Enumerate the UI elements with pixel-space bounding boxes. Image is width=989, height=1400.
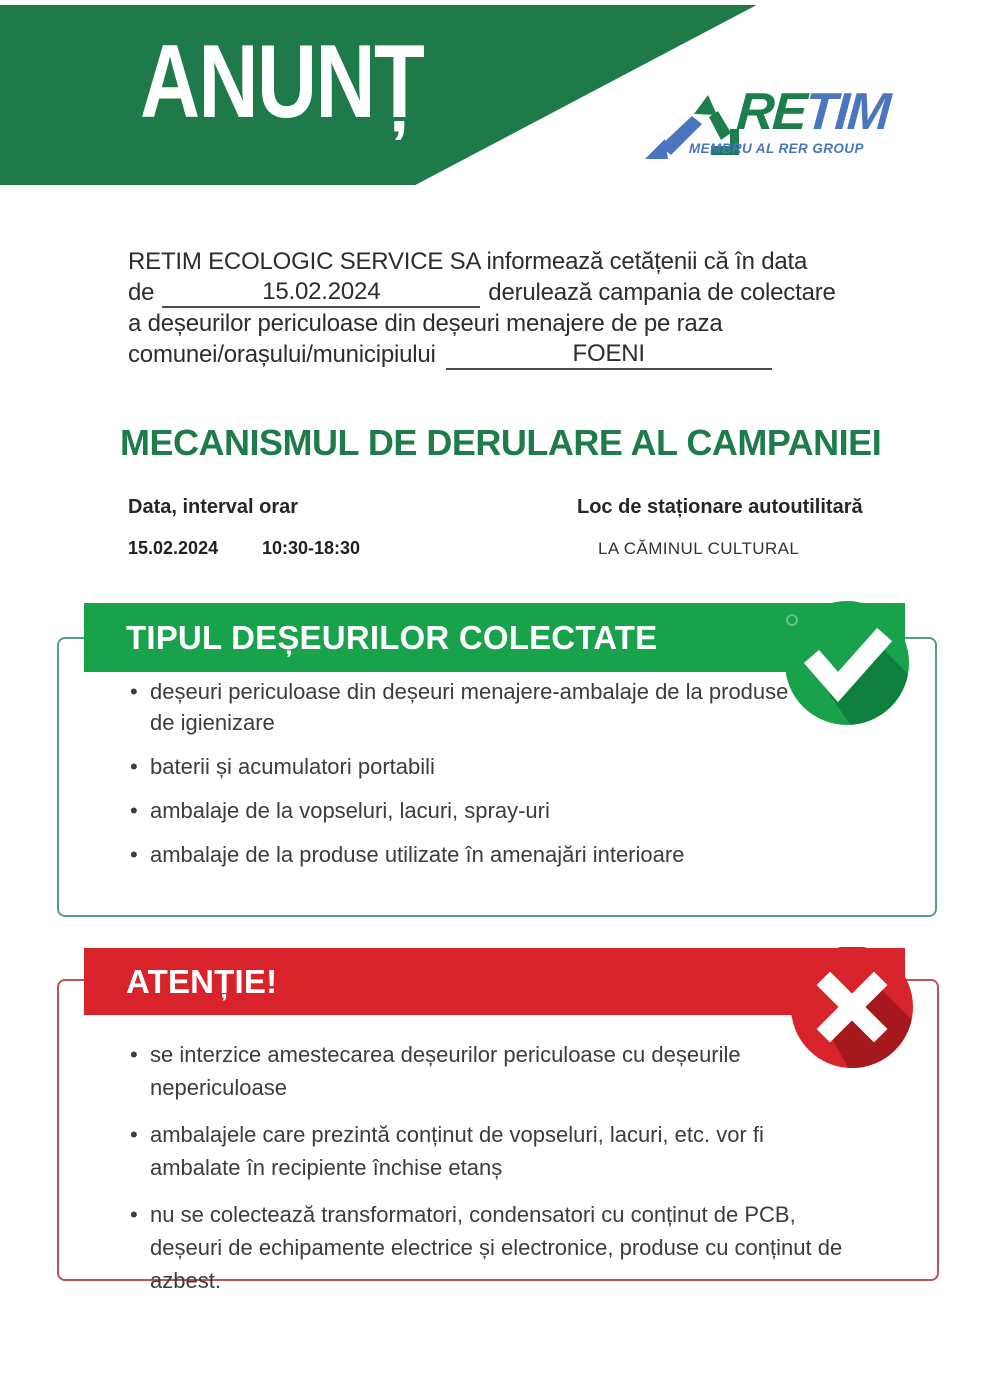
mechanism-heading: MECANISMUL DE DERULARE AL CAMPANIEI bbox=[120, 422, 882, 463]
brand-re: RE bbox=[734, 83, 808, 141]
intro-paragraph bbox=[128, 246, 888, 370]
page-title: ANUNȚ bbox=[140, 24, 424, 140]
intro-line1: RETIM ECOLOGIC SERVICE SA informează cetățenii că în data bbox=[128, 248, 808, 275]
logo-tagline: MEMBRU AL RER GROUP bbox=[689, 141, 864, 156]
attention-banner-label: ATENȚIE! bbox=[126, 962, 278, 1000]
intro-line3: a deșeurilor periculoase din deșeuri menajere de pe raza bbox=[128, 310, 723, 337]
date-interval-label: Data, interval orar bbox=[128, 496, 299, 518]
retim-logo bbox=[645, 83, 905, 168]
date-blank: 15.02.2024 bbox=[162, 277, 480, 308]
list-item: • deșeuri periculoase din deșeuri menajere-ambalaje de la produse de igienizare bbox=[128, 676, 808, 738]
schedule-date-value: 15.02.2024 bbox=[128, 538, 219, 558]
list-item: • ambalajele care prezintă conținut de vopseluri, lacuri, etc. vor fi ambalate în recipiente închise etanș bbox=[128, 1118, 848, 1184]
intro-line2-prefix: de bbox=[128, 279, 155, 306]
list-item: • ambalaje de la produse utilizate în amenajări interioare bbox=[128, 839, 808, 870]
schedule-location-value: LA CĂMINUL CULTURAL bbox=[598, 539, 800, 558]
intro-line4-prefix: comunei/orașului/municipiului bbox=[128, 341, 436, 368]
list-item: • baterii și acumulatori portabili bbox=[128, 751, 808, 782]
list-item: • se interzice amestecarea deșeurilor periculoase cu deșeurile nepericuloase bbox=[128, 1038, 848, 1104]
list-item: • ambalaje de la vopseluri, lacuri, spray-uri bbox=[128, 795, 808, 826]
list-item: • nu se colectează transformatori, condensatori cu conținut de PCB, deșeuri de echipamente electrice și electronice, produse cu conținut de azbest. bbox=[128, 1198, 848, 1297]
intro-line2 bbox=[128, 277, 888, 308]
retim-wordmark bbox=[735, 82, 891, 142]
brand-tim: TIM bbox=[803, 83, 891, 141]
intro-line4 bbox=[128, 339, 888, 370]
intro-line2-suffix: derulează campania de colectare bbox=[488, 279, 836, 306]
locality-blank: FOENI bbox=[446, 339, 772, 370]
collected-list bbox=[128, 676, 808, 883]
schedule-interval-value: 10:30-18:30 bbox=[262, 538, 361, 558]
collected-banner-label: TIPUL DEȘEURILOR COLECTATE bbox=[126, 618, 658, 656]
attention-list bbox=[128, 1038, 848, 1311]
attention-banner bbox=[84, 948, 905, 1015]
location-label: Loc de staționare autoutilitară bbox=[577, 496, 863, 518]
